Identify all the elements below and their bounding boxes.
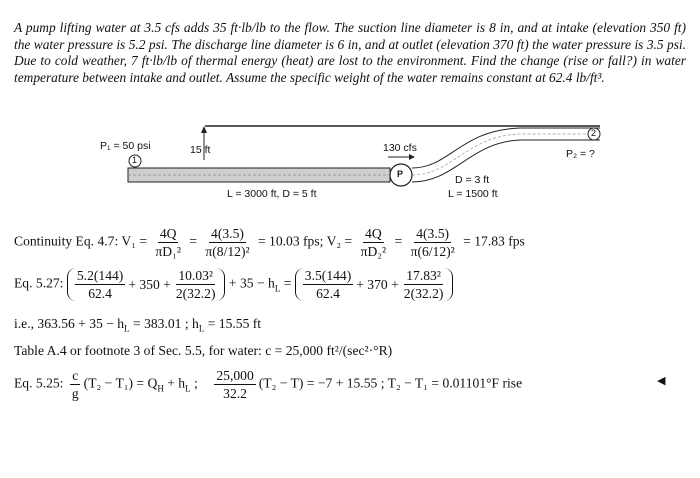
pump-label: P [397,169,404,179]
frac-35-6: $\frac{4(3.5)}{\text{π(6/12)²}}$ [410,226,455,259]
problem-statement: A pump lifting water at 3.5 cfs adds 35 ft·lb/lb to the flow. The suction line diameter is 8 in, and at intake (elevation 350 ft) the water pressure is 5.2 psi. The discharge line diameter is 6 in, and at outlet (elevation 370 ft) the water pressure is 3.5 psi. Due to cold weather, 7 ft·lb/lb of thermal energy (heat) are lost to the environment. Find the change (rise or fall?) in water temperature between intake and outlet. Assume the specific weight of the water remains constant at 62.4 lb/ft³. [14,20,686,85]
ie-line: i.e., $363.56 + 35 - h_L = 383.01$ ; $h_L = 15.55$ ft [14,316,262,334]
v2-result: = 17.83 fps [463,233,525,249]
temperature-equation: Eq. 5.25: $\frac{c}{g}$ $(T_2 - T_1) = Q_H + h_L$ ; $\frac{25,000}{32.2}$ (T₂ − T) = −7 + 15.55 ; T₂ − T₁ = 0.01101°F rise [14,368,523,401]
v1-result: = 10.03 fps; [257,233,324,249]
continuity-label: Continuity Eq. 4.7: [14,233,119,249]
eq527-label: Eq. 5.27: [14,275,64,291]
length-3000ft-label: L = 3000 ft, D = 5 ft [227,188,317,200]
flow-rate-label: 130 cfs [383,142,417,154]
p2-label: P₂ = ? [566,148,595,160]
point-2-label: 2 [591,128,597,138]
frac-35-8: $\frac{4(3.5)}{\text{π(8/12)²}}$ [205,226,250,259]
frac-4q-d1: $\frac{4Q}{\text{πD₁²}}$ [155,226,181,259]
length-1500ft-label: L = 1500 ft [448,188,498,200]
v2-symbol: V₂ [326,233,342,249]
height-15ft-label: 15 ft [190,144,211,156]
energy-equation: Eq. 5.27: $\frac{5.2(144)}{62.4}$ + 350 + $\frac{\text{10.03²}}{2(32.2)}$ + $35 - h_L$ = $\frac{3.5(144)}{62.4}$ + 370 + $\frac{\text{17.83²}}{2(32.2)}$ [14,268,453,301]
eq525-label: Eq. 5.25: [14,375,64,391]
left-paren-group: $\frac{5.2(144)}{62.4}$ + 350 + $\frac{\text{10.03²}}{2(32.2)}$ [67,268,226,301]
p1-label: P₁ = 50 psi [100,140,151,152]
answer-marker-icon: ◀ [657,375,666,387]
head-loss-term: + 35 − h [228,275,275,291]
table-line: Table A.4 or footnote 3 of Sec. 5.5, for water: c = 25,000 ft²/(sec²·°R) [14,343,393,358]
frac-4q-d2: $\frac{4Q}{\text{πD₂²}}$ [360,226,387,259]
diameter-3ft-label: D = 3 ft [455,174,490,186]
point-1-label: 1 [132,155,138,165]
right-paren-group: $\frac{3.5(144)}{62.4}$ + 370 + $\frac{\text{17.83²}}{2(32.2)}$ [295,268,454,301]
v1-symbol: V₁ [121,233,136,249]
pipe-diagram [0,118,700,210]
continuity-equation: Continuity Eq. 4.7: V₁ = $\frac{4Q}{\text{πD₁²}}$ = $\frac{4(3.5)}{\text{π(8/12)²}}$ = 10.03 fps; V₂ = $\frac{4Q}{\text{πD₂²}}$ = $\frac{4(3.5)}{\text{π(6/12)²}}$ = 17.83 fps [14,226,525,259]
